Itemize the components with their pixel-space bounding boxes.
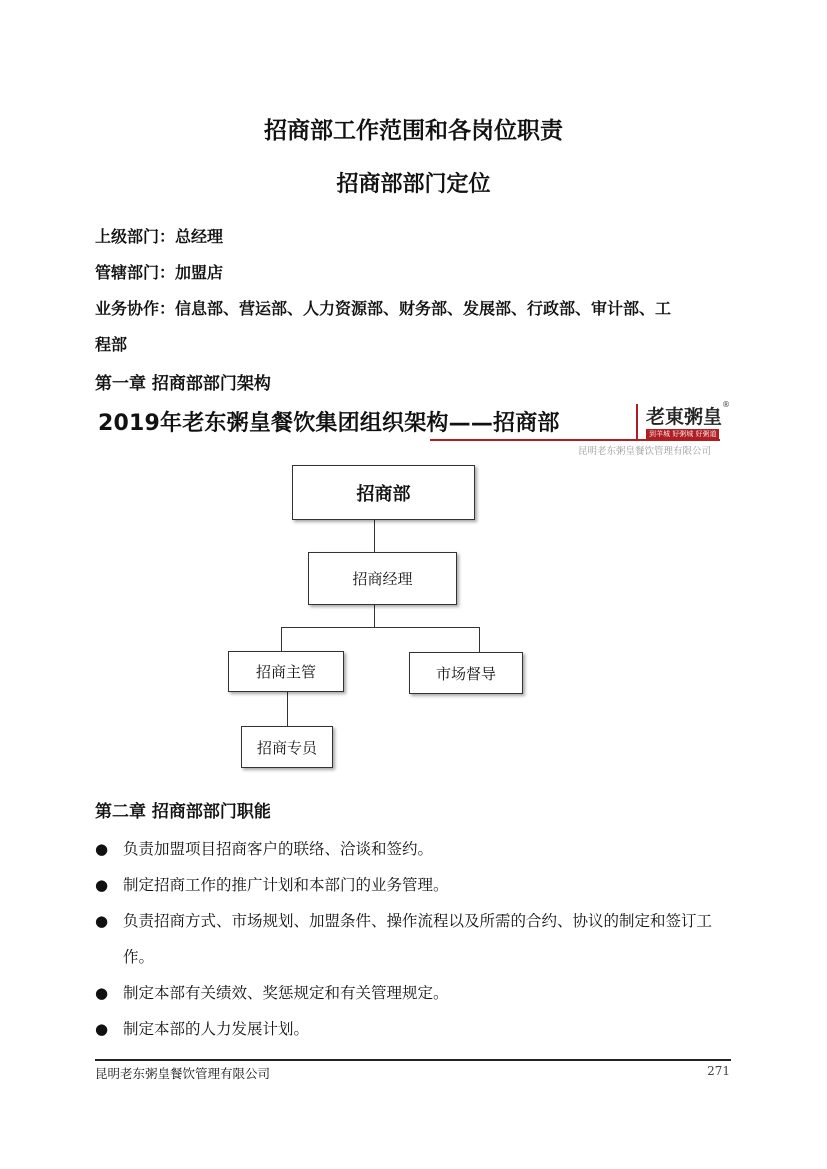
org-node-manager — [308, 552, 457, 605]
chapter-2-heading: 第二章 招商部部门职能 — [95, 802, 271, 822]
org-node-root-label: 招商部 — [356, 483, 411, 505]
bullet-icon: ● — [95, 876, 109, 894]
bullet-icon: ● — [95, 840, 109, 858]
connector-supervisor-specialist — [287, 691, 288, 726]
bullet-icon: ● — [95, 1020, 109, 1038]
org-node-market-supervisor-label: 市场督导 — [435, 664, 496, 683]
chapter-1-heading: 第一章 招商部部门架构 — [95, 374, 271, 394]
cooperation-line-2: 程部 — [95, 335, 128, 354]
function-text: 制定本部有关绩效、奖惩规定和有关管理规定。 — [123, 984, 449, 1002]
org-node-supervisor-label: 招商主管 — [255, 663, 316, 681]
org-node-specialist — [241, 726, 333, 768]
org-node-specialist-label: 招商专员 — [256, 738, 317, 757]
function-text: 负责加盟项目招商客户的联络、洽谈和签约。 — [123, 840, 434, 858]
cooperation-line-1: 业务协作：信息部、营运部、人力资源部、财务部、发展部、行政部、审计部、工 — [95, 299, 672, 318]
connector-horizontal — [281, 627, 480, 628]
superior-department: 上级部门：总经理 — [95, 227, 224, 246]
function-text: 制定招商工作的推广计划和本部门的业务管理。 — [123, 876, 449, 894]
connector-to-supervisor — [281, 627, 282, 651]
registered-mark: ® — [722, 400, 730, 409]
document-title: 招商部工作范围和各岗位职责 — [264, 118, 563, 144]
bullet-icon: ● — [95, 912, 109, 930]
org-node-manager-label: 招商经理 — [352, 570, 413, 588]
function-text: 制定本部的人力发展计划。 — [123, 1020, 310, 1038]
logo-text: 老東粥皇 — [646, 406, 723, 428]
org-node-market-supervisor — [409, 652, 523, 694]
bullet-icon: ● — [95, 984, 109, 1002]
connector-root-manager — [374, 519, 375, 552]
org-node-root — [292, 465, 475, 520]
connector-to-market-supervisor — [479, 627, 480, 652]
document-subtitle: 招商部部门定位 — [336, 172, 491, 197]
logo-tags: 到羊城 好粥城 好粥道 — [646, 429, 719, 439]
org-node-supervisor — [228, 651, 344, 692]
footer-company: 昆明老东粥皇餐饮管理有限公司 — [95, 1066, 271, 1081]
org-chart-banner-title: 2019年老东粥皇餐饮集团组织架构——招商部 — [98, 411, 560, 436]
jurisdiction-department: 管辖部门：加盟店 — [95, 263, 224, 282]
page-number: 271 — [707, 1064, 730, 1078]
company-name-small: 昆明老东粥皇餐饮管理有限公司 — [578, 446, 712, 457]
function-text: 负责招商方式、市场规划、加盟条件、操作流程以及所需的合约、协议的制定和签订工作。 — [123, 912, 713, 966]
connector-manager-down — [374, 604, 375, 628]
footer-divider — [95, 1059, 731, 1061]
company-logo — [636, 400, 730, 440]
